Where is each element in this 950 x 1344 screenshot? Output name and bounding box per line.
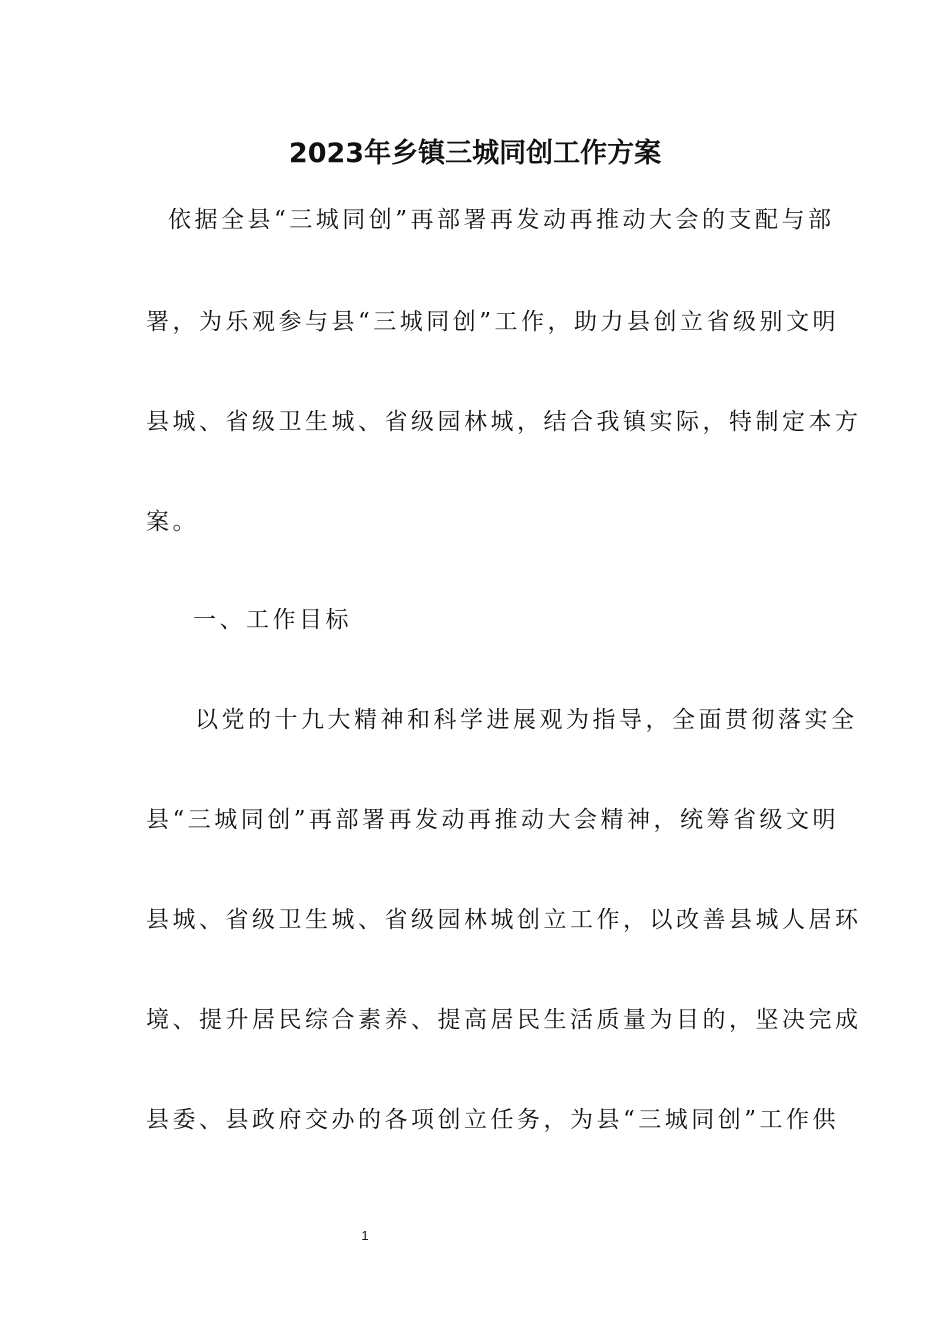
body-line: 县城、省级卫生城、省级园林城，结合我镇实际，特制定本方: [146, 409, 862, 435]
page-title: 2023年乡镇三城同创工作方案: [288, 138, 662, 169]
body-line: 依据全县“三城同创”再部署再发动再推动大会的支配与部: [168, 207, 835, 233]
body-line: 县“三城同创”再部署再发动再推动大会精神，统筹省级文明: [146, 807, 840, 833]
body-line: 境、提升居民综合素养、提高居民生活质量为目的，坚决完成: [146, 1007, 862, 1033]
page-number: 1: [361, 1228, 369, 1243]
body-line: 案。: [146, 509, 199, 535]
body-line: 署，为乐观参与县“三城同创”工作，助力县创立省级别文明: [146, 309, 840, 335]
body-line: 县城、省级卫生城、省级园林城创立工作，以改善县城人居环: [146, 907, 862, 933]
body-line: 县委、县政府交办的各项创立任务，为县“三城同创”工作供: [146, 1107, 840, 1133]
body-line: 以党的十九大精神和科学进展观为指导，全面贯彻落实全: [195, 707, 858, 733]
section-heading: 一、工作目标: [193, 607, 352, 633]
